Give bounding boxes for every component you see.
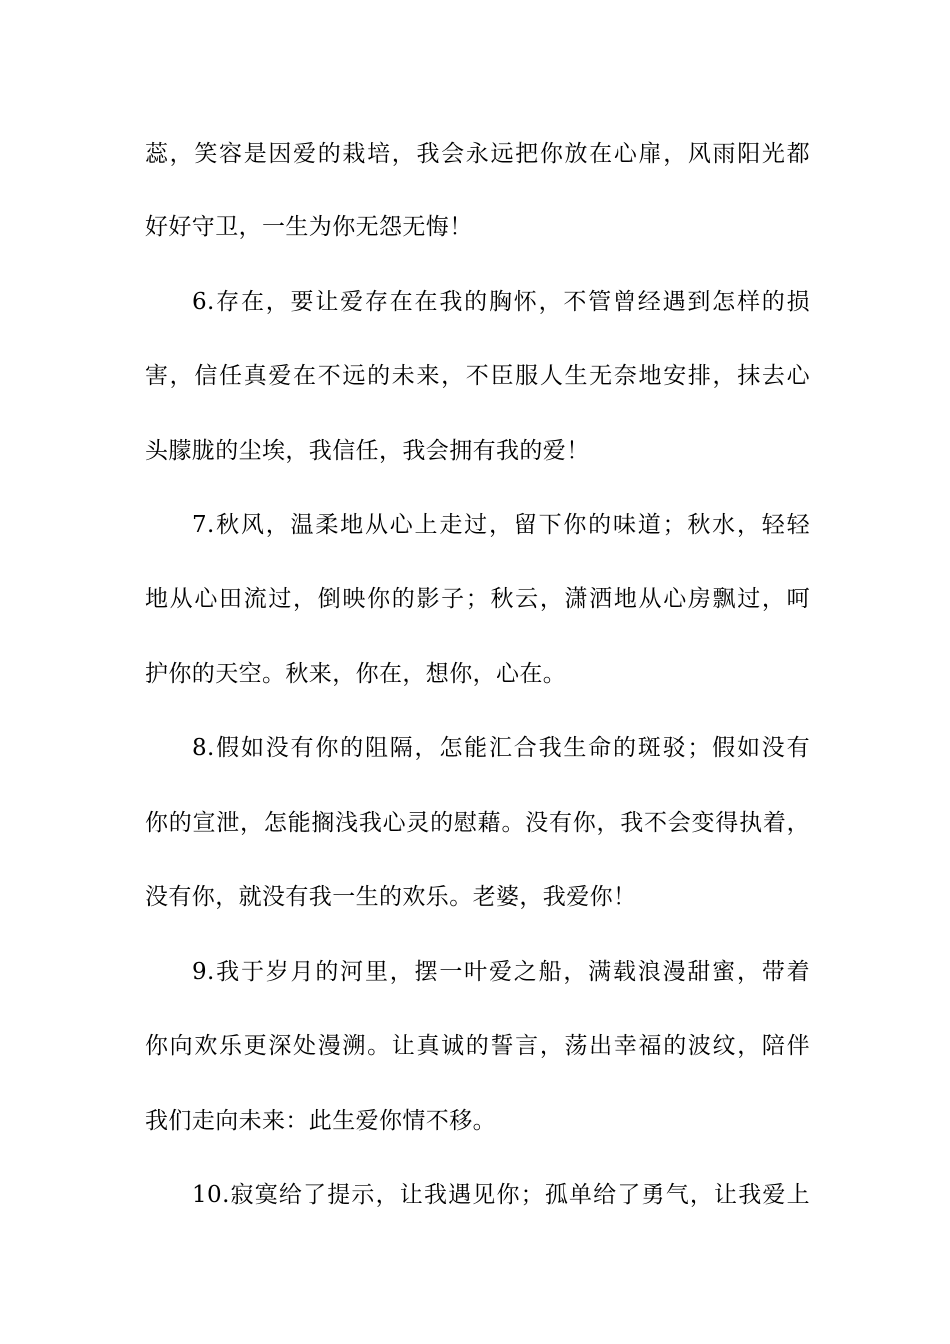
paragraph-line: 6.存在，要让爱存在在我的胸怀，不管曾经遇到怎样的损 xyxy=(192,289,810,315)
paragraph-line: 蕊，笑容是因爱的栽培，我会永远把你放在心扉，风雨阳光都 xyxy=(145,141,810,167)
paragraph-line: 9.我于岁月的河里，摆一叶爱之船，满载浪漫甜蜜，带着 xyxy=(192,959,810,985)
paragraph-line: 我们走向未来：此生爱你情不移。 xyxy=(145,1108,496,1134)
paragraph-line: 你向欢乐更深处漫溯。让真诚的誓言，荡出幸福的波纹，陪伴 xyxy=(145,1033,810,1059)
paragraph-line: 害，信任真爱在不远的未来，不臣服人生无奈地安排，抹去心 xyxy=(145,363,810,389)
paragraph-line: 好好守卫，一生为你无怨无悔！ xyxy=(145,214,473,240)
paragraph-line: 8.假如没有你的阻隔，怎能汇合我生命的斑驳；假如没有 xyxy=(192,735,810,761)
paragraph-line: 没有你，就没有我一生的欢乐。老婆，我爱你！ xyxy=(145,884,637,910)
paragraph-line: 护你的天空。秋来，你在，想你，心在。 xyxy=(145,661,567,687)
paragraph-line: 头朦胧的尘埃，我信任，我会拥有我的爱！ xyxy=(145,438,590,464)
paragraph-line: 7.秋风，温柔地从心上走过，留下你的味道；秋水，轻轻 xyxy=(192,512,810,538)
paragraph-line: 你的宣泄，怎能搁浅我心灵的慰藉。没有你，我不会变得执着， xyxy=(145,810,810,836)
paragraph-line: 地从心田流过，倒映你的影子；秋云，潇洒地从心房飘过，呵 xyxy=(145,586,810,612)
paragraph-line: 10.寂寞给了提示，让我遇见你；孤单给了勇气，让我爱上 xyxy=(192,1182,810,1208)
